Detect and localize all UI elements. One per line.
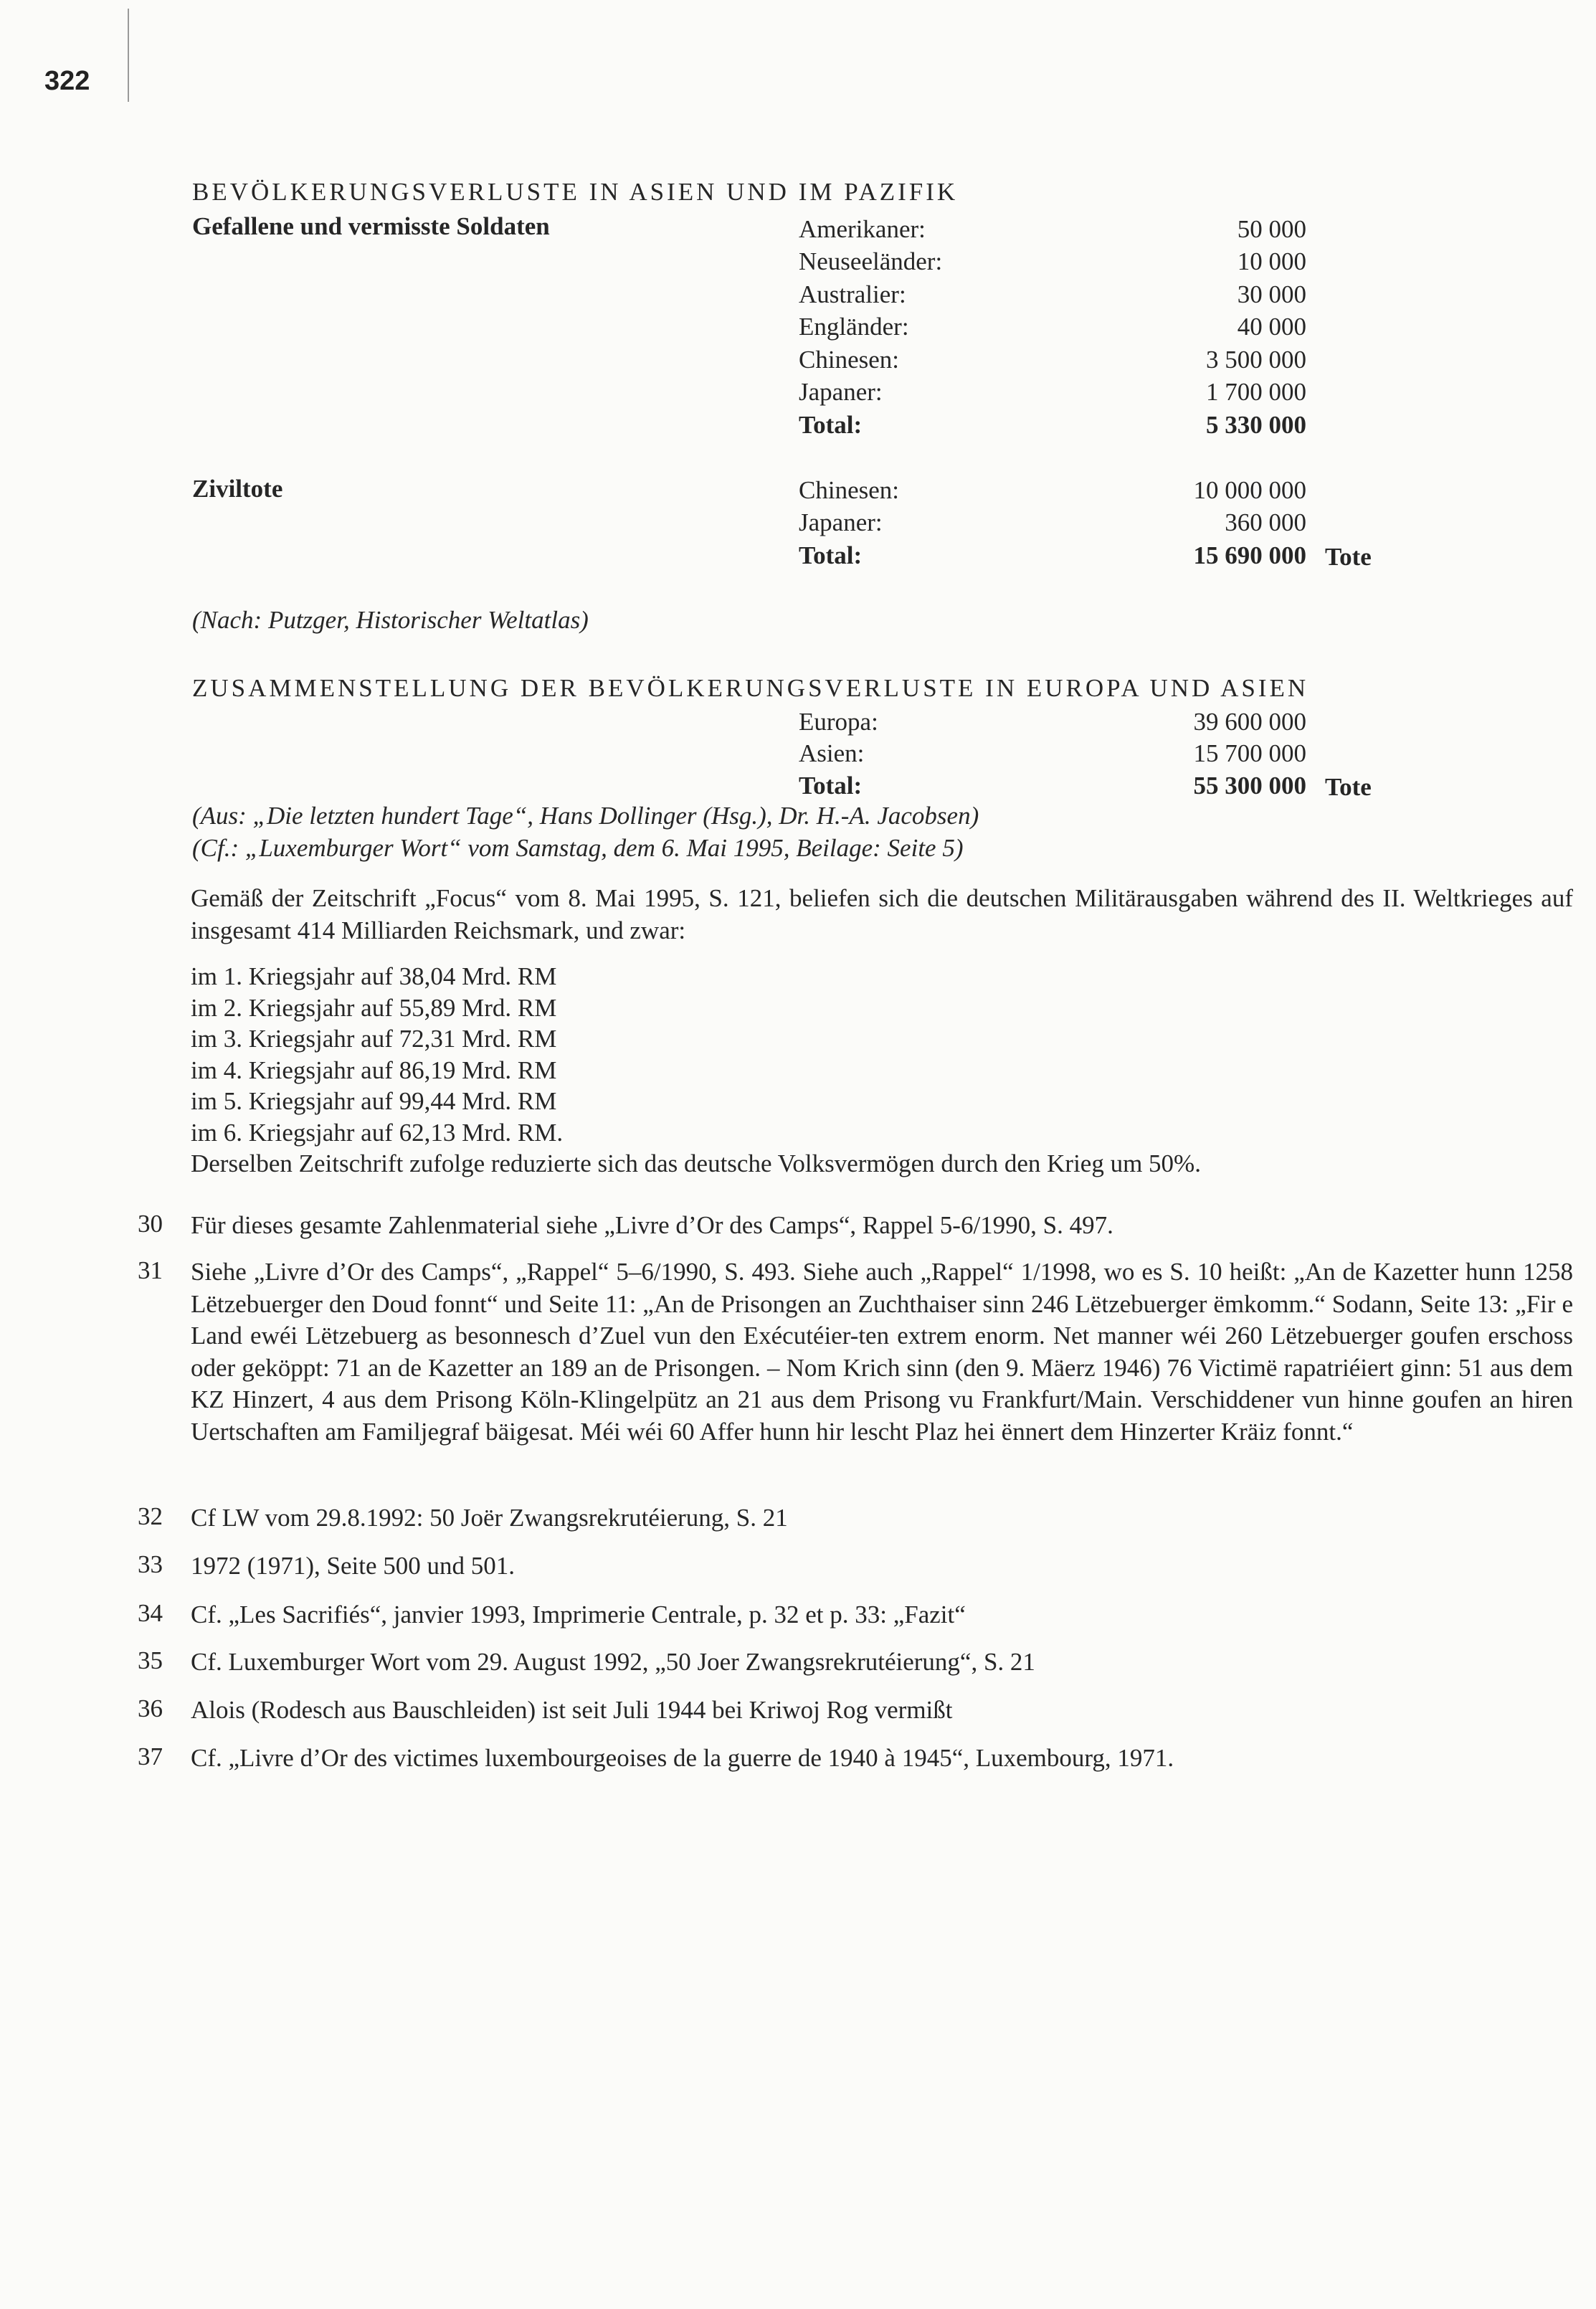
war-years-list bbox=[191, 961, 1201, 1180]
soldiers-row-value: 1 700 000 bbox=[1206, 378, 1306, 406]
civilians-row-value: 10 000 000 bbox=[1193, 476, 1306, 504]
footnote-number: 34 bbox=[138, 1599, 163, 1627]
footnote-text: Für dieses gesamte Zahlenmaterial siehe „Livre d’Or des Camps“, Rappel 5-6/1990, S. 497. bbox=[191, 1211, 1113, 1239]
civilians-row-label: Chinesen: bbox=[799, 476, 899, 504]
civilians-row-value: 360 000 bbox=[1225, 508, 1306, 536]
footnote-number: 32 bbox=[138, 1502, 163, 1530]
summary-row-value: 15 700 000 bbox=[1193, 739, 1306, 767]
soldiers-row-label: Chinesen: bbox=[799, 346, 899, 374]
civilians-row-label: Japaner: bbox=[799, 508, 883, 536]
summary-total-value: 55 300 000 bbox=[1193, 772, 1306, 800]
soldiers-row-value: 30 000 bbox=[1237, 280, 1306, 308]
section1-heading: BEVÖLKERUNGSVERLUSTE IN ASIEN UND IM PAZIFIK bbox=[192, 178, 959, 206]
soldiers-row-label: Neuseeländer: bbox=[799, 247, 943, 275]
footnote-number: 30 bbox=[138, 1210, 163, 1238]
section2-source-1: (Aus: „Die letzten hundert Tage“, Hans Dollinger (Hsg.), Dr. H.-A. Jacobsen) bbox=[192, 802, 979, 830]
soldiers-row-value: 10 000 bbox=[1237, 247, 1306, 275]
footnote-number: 31 bbox=[138, 1256, 163, 1284]
soldiers-row-label: Amerikaner: bbox=[799, 215, 926, 243]
summary-total-label: Total: bbox=[799, 772, 863, 800]
civilians-total-label: Total: bbox=[799, 541, 863, 569]
footnote-text: 1972 (1971), Seite 500 und 501. bbox=[191, 1552, 516, 1580]
soldiers-total-value: 5 330 000 bbox=[1206, 411, 1306, 439]
summary-row-label: Europa: bbox=[799, 708, 878, 736]
footnote-text: Cf. Luxemburger Wort vom 29. August 1992, „50 Joer Zwangsrekrutéierung“, S. 21 bbox=[191, 1648, 1035, 1676]
civilians-label: Ziviltote bbox=[192, 475, 283, 503]
footnote-text: Cf. „Les Sacrifiés“, janvier 1993, Imprimerie Centrale, p. 32 et p. 33: „Fazit“ bbox=[191, 1601, 966, 1628]
civilians-total-suffix: Tote bbox=[1325, 543, 1372, 571]
civilians-total-value: 15 690 000 bbox=[1193, 541, 1306, 569]
summary-total-suffix: Tote bbox=[1325, 773, 1372, 801]
war-year-item: im 4. Kriegsjahr auf 86,19 Mrd. RM bbox=[191, 1056, 557, 1084]
section2-heading: ZUSAMMENSTELLUNG DER BEVÖLKERUNGSVERLUSTE IN EUROPA UND ASIEN bbox=[192, 674, 1309, 702]
soldiers-label: Gefallene und vermisste Soldaten bbox=[192, 212, 550, 240]
soldiers-row-value: 3 500 000 bbox=[1206, 346, 1306, 374]
soldiers-row-label: Australier: bbox=[799, 280, 906, 308]
focus-paragraph: Gemäß der Zeitschrift „Focus“ vom 8. Mai 1995, S. 121, beliefen sich die deutschen Militärausgaben während des II. Weltkrieges auf insgesamt 414 Milliarden Reichsmark, und zwar: bbox=[191, 884, 1573, 944]
soldiers-row-label: Engländer: bbox=[799, 313, 909, 341]
page-number: 322 bbox=[44, 66, 90, 96]
war-year-item: im 3. Kriegsjahr auf 72,31 Mrd. RM bbox=[191, 1025, 557, 1053]
war-year-item: im 1. Kriegsjahr auf 38,04 Mrd. RM bbox=[191, 962, 557, 990]
footnote-text: Cf. „Livre d’Or des victimes luxembourgeoises de la guerre de 1940 à 1945“, Luxembourg, 1971. bbox=[191, 1744, 1174, 1772]
war-year-item: im 2. Kriegsjahr auf 55,89 Mrd. RM bbox=[191, 993, 557, 1022]
page-rule bbox=[128, 9, 129, 102]
summary-row-label: Asien: bbox=[799, 739, 865, 767]
war-year-item: im 5. Kriegsjahr auf 99,44 Mrd. RM bbox=[191, 1087, 557, 1115]
footnote-number: 33 bbox=[138, 1550, 163, 1578]
summary-row-value: 39 600 000 bbox=[1193, 708, 1306, 736]
soldiers-total-label: Total: bbox=[799, 411, 863, 439]
war-year-item: im 6. Kriegsjahr auf 62,13 Mrd. RM. bbox=[191, 1118, 564, 1147]
soldiers-row-value: 50 000 bbox=[1237, 215, 1306, 243]
soldiers-row-value: 40 000 bbox=[1237, 313, 1306, 341]
section2-source-2: (Cf.: „Luxemburger Wort“ vom Samstag, dem 6. Mai 1995, Beilage: Seite 5) bbox=[192, 834, 964, 862]
section1-source: (Nach: Putzger, Historischer Weltatlas) bbox=[192, 606, 589, 634]
footnote-text: Siehe „Livre d’Or des Camps“, „Rappel“ 5–6/1990, S. 493. Siehe auch „Rappel“ 1/1998, wo es S. 10 heißt: „An de Kazetter hunn 1258 Lëtzebuerger den Doud fonnt“ und Seite 11: „An de Prisongen an Zuchthaiser sinn 246 Lëtzebuerger ëmkomm.“ Sodann, Seite 13: „Fir e Land ewéi Lëtzebuerg as besonnesch d’Zuel vun den Exécutéier-ten extrem enorm. Net manner wéi 260 Lëtzebuerger goufen erschoss oder geköppt: 71 an de Kazetter an 189 an de Prisongen. – Nom Krich sinn (den 9. Mäerz 1946) 76 Victimë rapatriéiert ginn: 51 aus dem KZ Hinzert, 4 aus dem Prisong Köln-Klingelpütz an 21 aus dem Prisong vu Frankfurt/Main. Verschiddener vun hinne goufen an hiren Uertschaften am Familjegraf bäigesat. Méi wéi 60 Affer hunn hir lescht Plaz hei ënnert dem Hinzerter Kräiz fonnt.“ bbox=[191, 1258, 1573, 1446]
footnote-text: Cf LW vom 29.8.1992: 50 Joër Zwangsrekrutéierung, S. 21 bbox=[191, 1504, 788, 1532]
footnote-number: 36 bbox=[138, 1694, 163, 1722]
soldiers-row-label: Japaner: bbox=[799, 378, 883, 406]
footnote-number: 37 bbox=[138, 1743, 163, 1770]
footnote-text: Alois (Rodesch aus Bauschleiden) ist seit Juli 1944 bei Kriwoj Rog vermißt bbox=[191, 1696, 953, 1724]
closing-line: Derselben Zeitschrift zufolge reduzierte sich das deutsche Volksvermögen durch den Krieg um 50%. bbox=[191, 1149, 1201, 1177]
footnote-number: 35 bbox=[138, 1646, 163, 1674]
